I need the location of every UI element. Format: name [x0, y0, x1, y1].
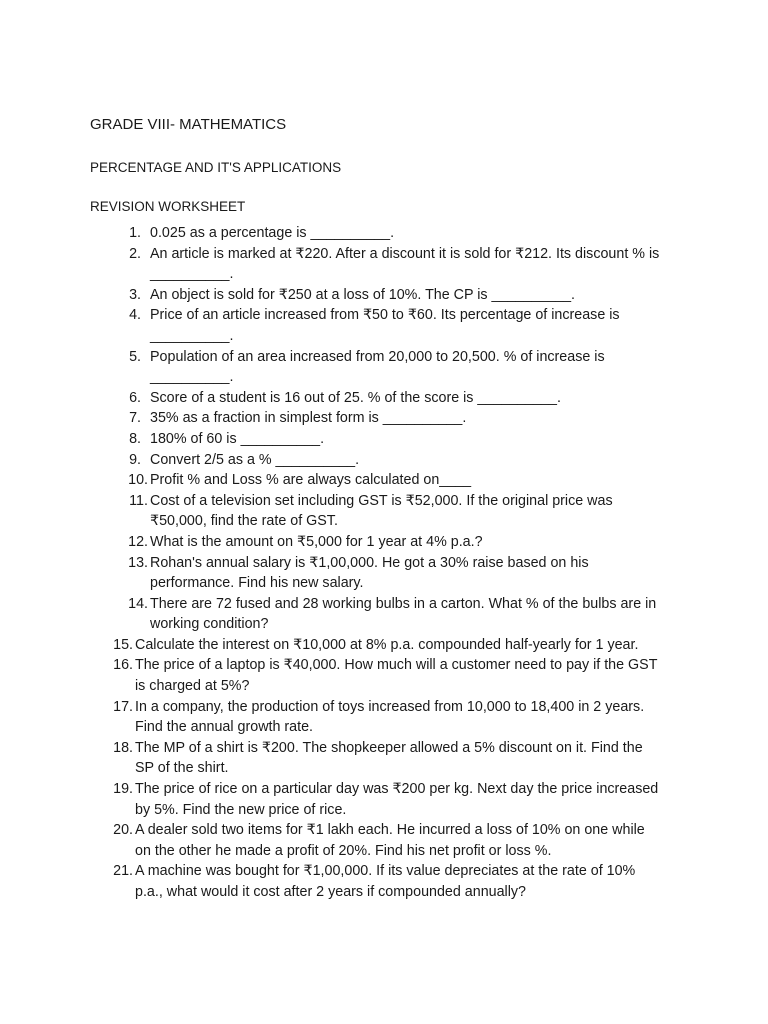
question-item [0, 244, 768, 285]
question-text: Cost of a television set including GST is ₹52,000. If the original price was ₹50,000, find the rate of GST. [150, 492, 613, 530]
question-number: 5. [129, 348, 141, 365]
question-text: Population of an area increased from 20,000 to 20,500. % of increase is __________. [150, 348, 605, 386]
question-number: 2. [129, 245, 141, 262]
question-text: Profit % and Loss % are always calculated on____ [150, 472, 472, 489]
question-text: Convert 2/5 as a % __________. [150, 451, 360, 468]
question-number: 6. [129, 389, 141, 406]
question-number: 3. [129, 286, 141, 303]
question-number: 11. [129, 492, 148, 509]
question-item [0, 532, 768, 553]
question-text: 35% as a fraction in simplest form is __________. [150, 410, 467, 427]
question-number: 7. [129, 410, 141, 427]
question-number: 9. [129, 451, 141, 468]
question-number: 12. [128, 533, 148, 550]
question-item [0, 738, 768, 779]
question-item [0, 305, 768, 346]
question-item [0, 388, 768, 409]
question-item [0, 820, 768, 861]
question-text: There are 72 fused and 28 working bulbs in a carton. What % of the bulbs are in working condition? [150, 595, 657, 633]
question-text: Rohan's annual salary is ₹1,00,000. He got a 30% raise based on his performance. Find his new salary. [150, 554, 589, 592]
question-number: 4. [129, 307, 141, 324]
question-item [0, 553, 768, 594]
question-number: 20. [113, 822, 133, 839]
section-title: REVISION WORKSHEET [90, 199, 246, 214]
question-item [0, 635, 768, 656]
question-item [0, 491, 768, 532]
question-text: Score of a student is 16 out of 25. % of the score is __________. [150, 389, 561, 406]
question-number: 15. [113, 636, 133, 653]
question-number: 10. [128, 472, 148, 489]
question-text: Calculate the interest on ₹10,000 at 8% p.a. compounded half-yearly for 1 year. [135, 636, 639, 653]
question-list [0, 223, 768, 903]
question-number: 19. [113, 781, 133, 798]
question-text: 180% of 60 is __________. [150, 430, 325, 447]
question-item [0, 470, 768, 491]
question-number: 1. [129, 225, 141, 241]
question-item [0, 450, 768, 471]
question-number: 13. [128, 554, 148, 571]
question-item [0, 223, 768, 244]
question-text: The price of rice on a particular day was ₹200 per kg. Next day the price increased by 5%. Find the new price of rice. [135, 781, 659, 818]
question-item [0, 655, 768, 696]
question-item [0, 347, 768, 388]
question-item [0, 285, 768, 306]
question-text: In a company, the production of toys increased from 10,000 to 18,400 in 2 years. Find the annual growth rate. [135, 698, 645, 736]
question-text: 0.025 as a percentage is __________. [150, 225, 395, 241]
question-item [0, 697, 768, 738]
question-number: 14. [128, 595, 148, 612]
question-item [0, 594, 768, 635]
question-text: The price of a laptop is ₹40,000. How much will a customer need to pay if the GST is charged at 5%? [135, 657, 658, 695]
question-text: Price of an article increased from ₹50 to ₹60. Its percentage of increase is __________. [150, 307, 620, 344]
question-text: What is the amount on ₹5,000 for 1 year at 4% p.a.? [150, 533, 483, 550]
question-number: 18. [113, 739, 133, 756]
question-number: 16. [113, 657, 133, 674]
question-number: 8. [129, 430, 141, 447]
question-text: A machine was bought for ₹1,00,000. If its value depreciates at the rate of 10% p.a., what would it cost after 2 years if compounded annually? [135, 863, 636, 900]
question-text: A dealer sold two items for ₹1 lakh each. He incurred a loss of 10% on one while on the other he made a profit of 20%. Find his net profit or loss %. [135, 822, 645, 859]
question-item [0, 779, 768, 820]
chapter-title: PERCENTAGE AND IT'S APPLICATIONS [90, 160, 342, 175]
page-title: GRADE VIII- MATHEMATICS [90, 116, 287, 133]
question-item [0, 861, 768, 902]
question-number: 17. [113, 698, 133, 715]
question-item [0, 408, 768, 429]
question-text: An article is marked at ₹220. After a discount it is sold for ₹212. Its discount % is __________. [150, 245, 660, 283]
question-text: The MP of a shirt is ₹200. The shopkeeper allowed a 5% discount on it. Find the SP of the shirt. [135, 739, 643, 777]
question-number: 21. [113, 863, 133, 880]
question-item [0, 429, 768, 450]
question-text: An object is sold for ₹250 at a loss of 10%. The CP is __________. [150, 286, 576, 303]
